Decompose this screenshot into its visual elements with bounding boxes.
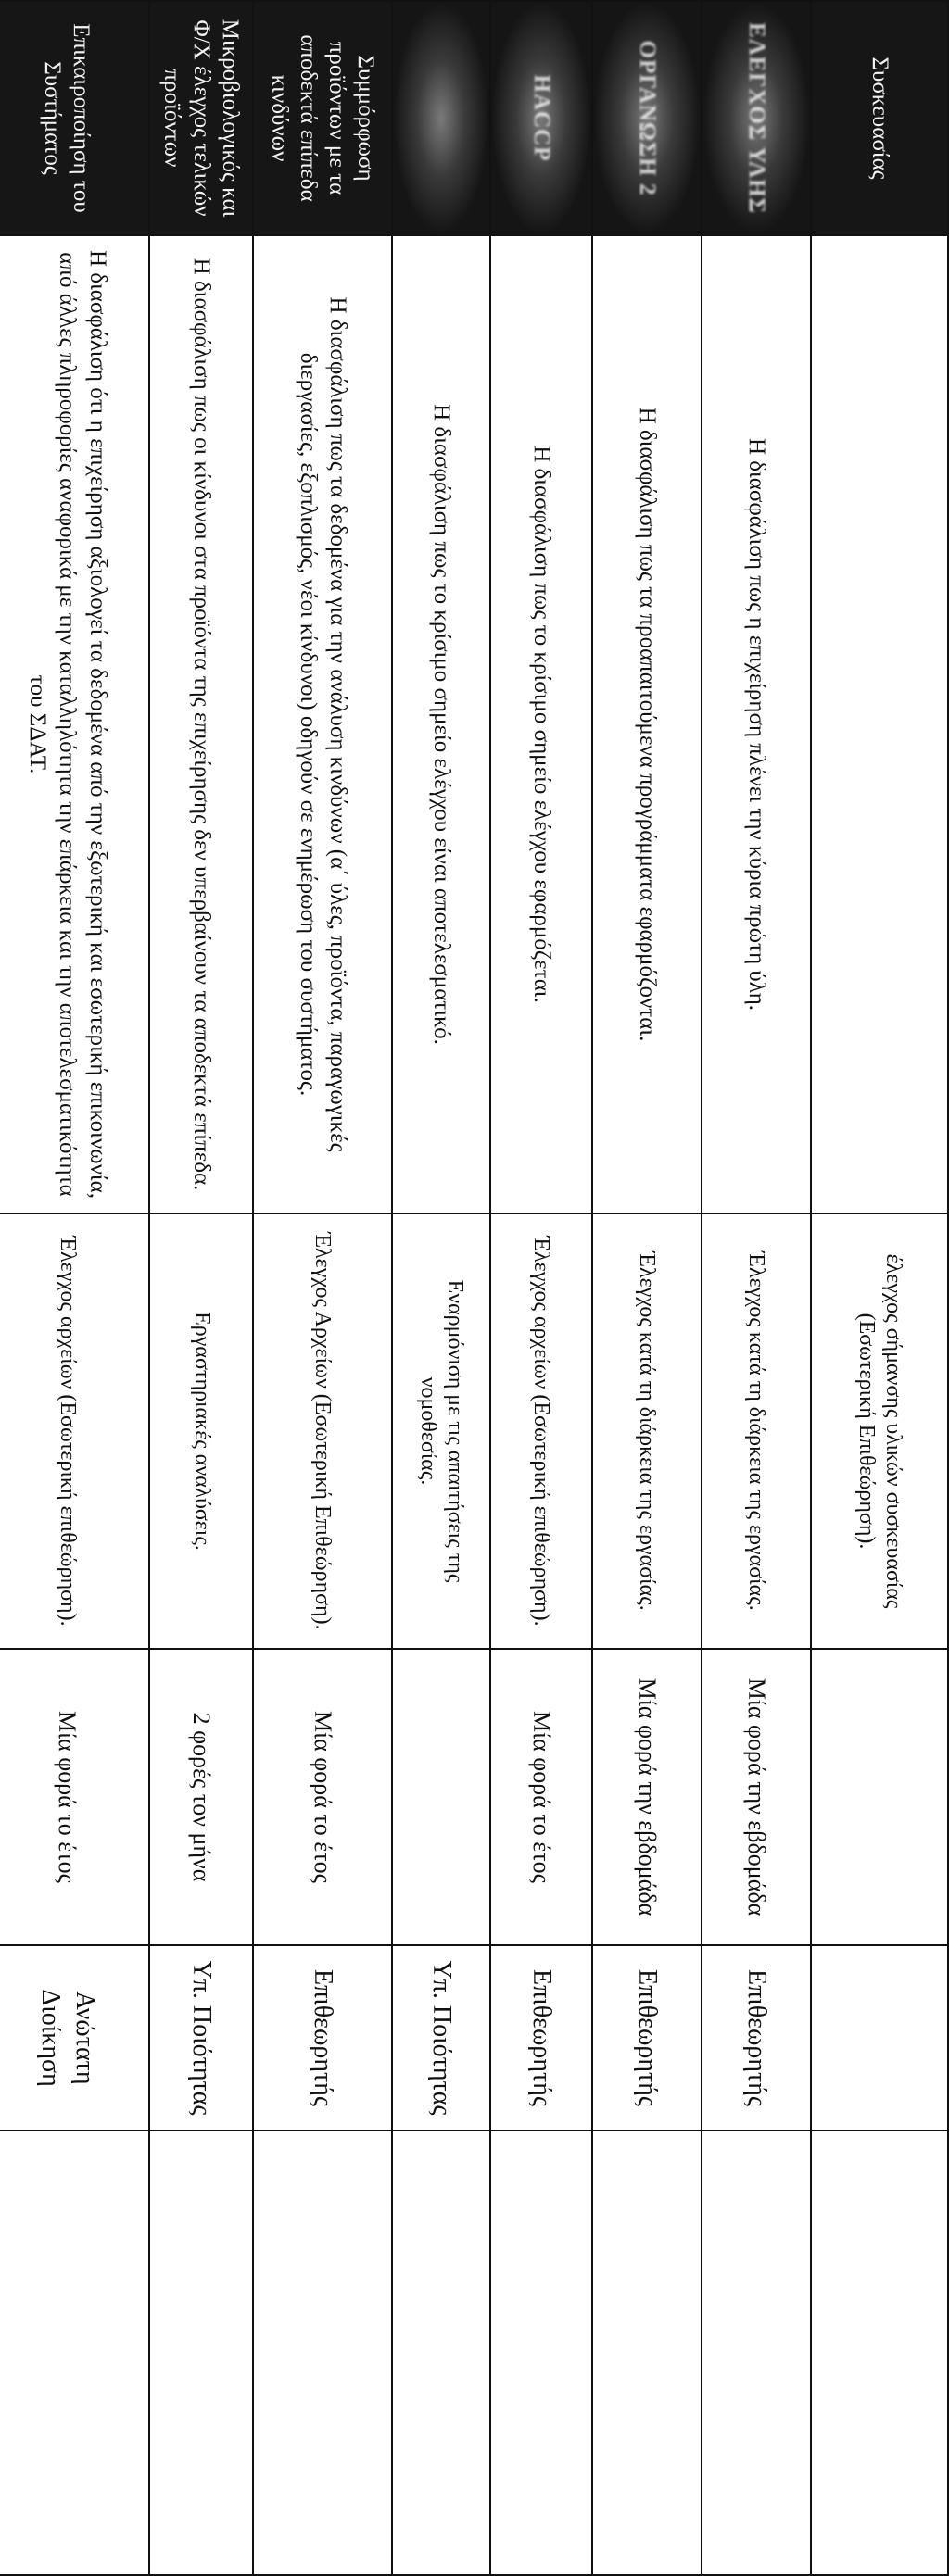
empty-cell — [811, 2130, 948, 2575]
method-cell: έλεγχος σήμανσης υλικών συσκευασίας (Εσωτερική Επιθεώρηση). — [811, 1213, 948, 1649]
method-cell: Έλεγχος αρχείων (Εσωτερική επιθεώρηση). — [490, 1213, 592, 1649]
row-header — [490, 1, 592, 235]
empty-cell — [702, 2130, 811, 2575]
responsible-cell — [811, 1945, 948, 2130]
frequency-cell: Μία φορά το έτος — [490, 1649, 592, 1945]
responsible-cell: Επιθεωρητής — [490, 1945, 592, 2130]
description-cell — [811, 235, 948, 1213]
empty-cell — [490, 2130, 592, 2575]
row-header: Συσκευασίας — [811, 1, 948, 235]
method-cell: Έλεγχος αρχείων (Εσωτερική επιθεώρηση). — [0, 1213, 149, 1649]
row-header — [592, 1, 702, 235]
table-row — [490, 1, 592, 2575]
description-cell: Η διασφάλιση πως τα δεδομένα για την ανάλυση κινδύνων (α΄ ύλες, προϊόντα, παραγωγικές διεργασίες, εξοπλισμός, νέοι κίνδυνοι) οδηγούν σε ενημέρωση του συστήματος. — [253, 235, 392, 1213]
table-row — [149, 1, 253, 2575]
row-header — [392, 1, 490, 235]
frequency-cell — [811, 1649, 948, 1945]
table-row — [0, 1, 149, 2575]
responsible-cell: Υπ. Ποιότητας — [149, 1945, 253, 2130]
table-row — [702, 1, 811, 2575]
row-header-label: HACCP — [528, 74, 554, 162]
frequency-cell: Μία φορά το έτος — [253, 1649, 392, 1945]
responsible-cell: Επιθεωρητής — [592, 1945, 702, 2130]
table-row — [253, 1, 392, 2575]
method-cell: Εναρμόνιση με τις απαιτήσεις της νομοθεσίας. — [392, 1213, 490, 1649]
description-cell: Η διασφάλιση ότι η επιχείρηση αξιολογεί τα δεδομένα από την εξωτερική και εσωτερική επικοινωνία, από άλλες πληροφορίες αναφορικά με την καταλληλότητα την επάρκεια και την αποτελεσματικότητα του ΣΔΑΤ. — [0, 235, 149, 1213]
table-row — [392, 1, 490, 2575]
responsible-cell: Υπ. Ποιότητας — [392, 1945, 490, 2130]
method-cell: Έλεγχος κατά τη διάρκεια της εργασίας. — [592, 1213, 702, 1649]
responsible-cell: Επιθεωρητής — [702, 1945, 811, 2130]
responsible-cell: Επιθεωρητής — [253, 1945, 392, 2130]
frequency-cell: 2 φορές τον μήνα — [149, 1649, 253, 1945]
empty-cell — [253, 2130, 392, 2575]
table-row — [811, 1, 948, 2575]
frequency-cell: Μία φορά την εβδομάδα — [702, 1649, 811, 1945]
table-row — [592, 1, 702, 2575]
description-cell: Η διασφάλιση πως η επιχείρηση πλένει την κύρια πρώτη ύλη. — [702, 235, 811, 1213]
row-header: Μικροβιολογικός και Φ/Χ έλεγχος τελικών προϊόντων — [149, 1, 253, 235]
frequency-cell — [392, 1649, 490, 1945]
empty-cell — [592, 2130, 702, 2575]
row-header: Συμμόρφωση προϊόντων με τα αποδεκτά επίπεδα κινδύνων — [253, 1, 392, 235]
frequency-cell: Μία φορά την εβδομάδα — [592, 1649, 702, 1945]
empty-cell — [149, 2130, 253, 2575]
empty-cell — [0, 2130, 149, 2575]
row-header-label: ΟΡΓΑΝΩΣΗ 2 — [634, 40, 660, 196]
frequency-cell: Μία φορά το έτος — [0, 1649, 149, 1945]
description-cell: Η διασφάλιση πως οι κίνδυνοι στα προϊόντα της επιχείρησης δεν υπερβαίνουν τα αποδεκτά επίπεδα. — [149, 235, 253, 1213]
description-cell: Η διασφάλιση πως το κρίσιμο σημείο ελέγχου είναι αποτελεσματικό. — [392, 235, 490, 1213]
empty-cell — [392, 2130, 490, 2575]
method-cell: Έλεγχος Αρχείων (Εσωτερική Επιθεώρηση). — [253, 1213, 392, 1649]
row-header — [702, 1, 811, 235]
description-cell: Η διασφάλιση πως τα προαπαιτούμενα προγράμματα εφαρμόζονται. — [592, 235, 702, 1213]
row-header: Επικαιροποίηση του Συστήματος — [0, 1, 149, 235]
responsible-cell: Ανώτατη Διοίκηση — [0, 1945, 149, 2130]
method-cell: Έλεγχος κατά τη διάρκεια της εργασίας. — [702, 1213, 811, 1649]
row-header-label: ΕΛΕΓΧΟΣ ΥΛΗΣ — [743, 22, 769, 214]
description-cell: Η διασφάλιση πως το κρίσιμο σημείο ελέγχου εφαρμόζεται. — [490, 235, 592, 1213]
method-cell: Εργαστηριακές αναλύσεις. — [149, 1213, 253, 1649]
